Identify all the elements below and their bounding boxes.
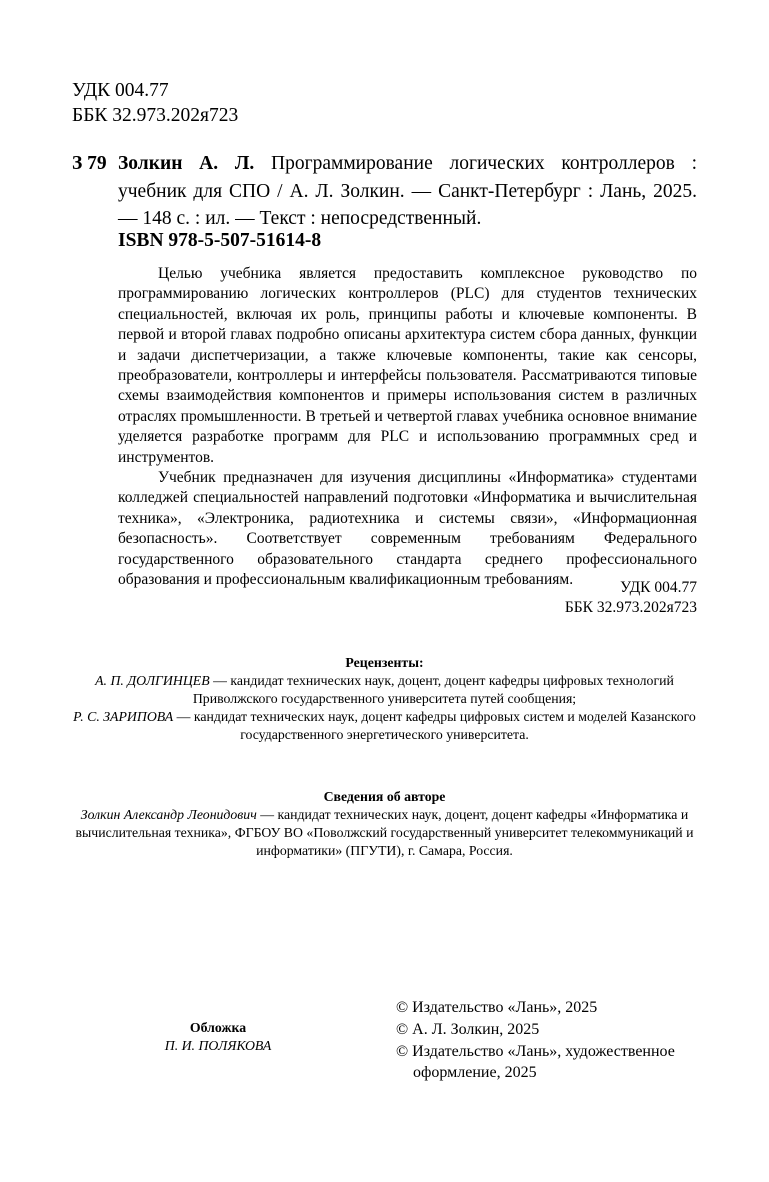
copyright-line: © Издательство «Лань», художественное	[396, 1042, 675, 1060]
copyright-block	[396, 997, 675, 1084]
title-description: Программирование логических контроллеров : учебник для СПО / А. Л. Золкин. — Санкт-Петербург : Лань, 2025. — 148 с. : ил. — Текст : непосредственный.	[118, 153, 698, 229]
copyright-line: © Издательство «Лань», 2025	[396, 999, 598, 1016]
classification-codes-repeat	[565, 578, 697, 619]
classification-codes	[72, 78, 238, 128]
annotation-paragraph: Целью учебника является предоставить комплексное руководство по программированию логических контроллеров (PLC) для студентов технических специальностей, включая их роль, принципы работы и ключевые компоненты. В первой и второй главах подробно описаны архитектура систем сбора данных, функции и задачи диспетчеризации, а также ключевые компоненты, такие как сенсоры, преобразователи, контроллеры и интерфейсы пользователя. Рассматриваются типовые схемы взаимодействия компонентов и примеры использования систем в различных отраслях промышленности. В третьей и четвертой главах учебника основное внимание уделяется разработке программ для PLC и использованию программных сред и инструментов.	[118, 265, 697, 466]
udk-code: УДК 004.77	[72, 80, 169, 101]
author-info-text	[72, 806, 697, 860]
author-full-name: Золкин Александр Леонидович	[80, 807, 257, 822]
annotation	[118, 264, 697, 591]
reviewer-credentials: — кандидат технических наук, доцент кафедры цифровых систем и моделей Казанского государственного энергетического университета.	[173, 709, 696, 742]
isbn: ISBN 978-5-507-51614-8	[118, 230, 322, 251]
cover-designer: П. И. ПОЛЯКОВА	[164, 1038, 272, 1053]
reviewer-credentials: — кандидат технических наук, доцент, доцент кафедры цифровых технологий Приволжского государственного университета путей сообщения;	[192, 673, 674, 706]
cover-heading: Обложка	[189, 1020, 247, 1035]
bbk-code: ББК 32.973.202я723	[564, 599, 697, 617]
author-info-heading: Сведения об авторе	[323, 789, 446, 804]
author-heading: Золкин А. Л.	[118, 153, 255, 174]
reviewer-name: А. П. ДОЛГИНЦЕВ	[95, 673, 210, 688]
cover-credit	[118, 1019, 318, 1055]
annotation-paragraph: Учебник предназначен для изучения дисциплины «Информатика» студентами колледжей специальностей направлений подготовки «Информатика и вычислительная техника», «Электроника, радиотехника и системы связи», «Информационная безопасность». Соответствует современным требованиям Федерального государственного образовательного стандарта среднего профессионального образования и профессиональным квалификационным требованиям.	[118, 469, 697, 589]
reviewer-entry	[72, 708, 697, 744]
bibliographic-description	[118, 150, 697, 233]
author-info-block	[72, 788, 697, 860]
reviewer-entry	[72, 672, 697, 708]
reviewer-name: Р. С. ЗАРИПОВА	[73, 709, 174, 724]
bibliographic-record	[72, 150, 697, 233]
author-credentials: — кандидат технических наук, доцент, доцент кафедры «Информатика и вычислительная техника», ФГБОУ ВО «Поволжский государственный университет телекоммуникаций и информатики» (ПГУТИ), г. Самара, Россия.	[75, 807, 694, 858]
reviewers-block	[72, 654, 697, 744]
reviewers-heading: Рецензенты:	[345, 655, 424, 670]
copyright-line: © А. Л. Золкин, 2025	[396, 1020, 540, 1038]
bbk-code: ББК 32.973.202я723	[72, 105, 239, 126]
copyright-line: оформление, 2025	[413, 1064, 537, 1082]
author-index: З 79	[72, 153, 107, 174]
udk-code: УДК 004.77	[620, 579, 697, 596]
